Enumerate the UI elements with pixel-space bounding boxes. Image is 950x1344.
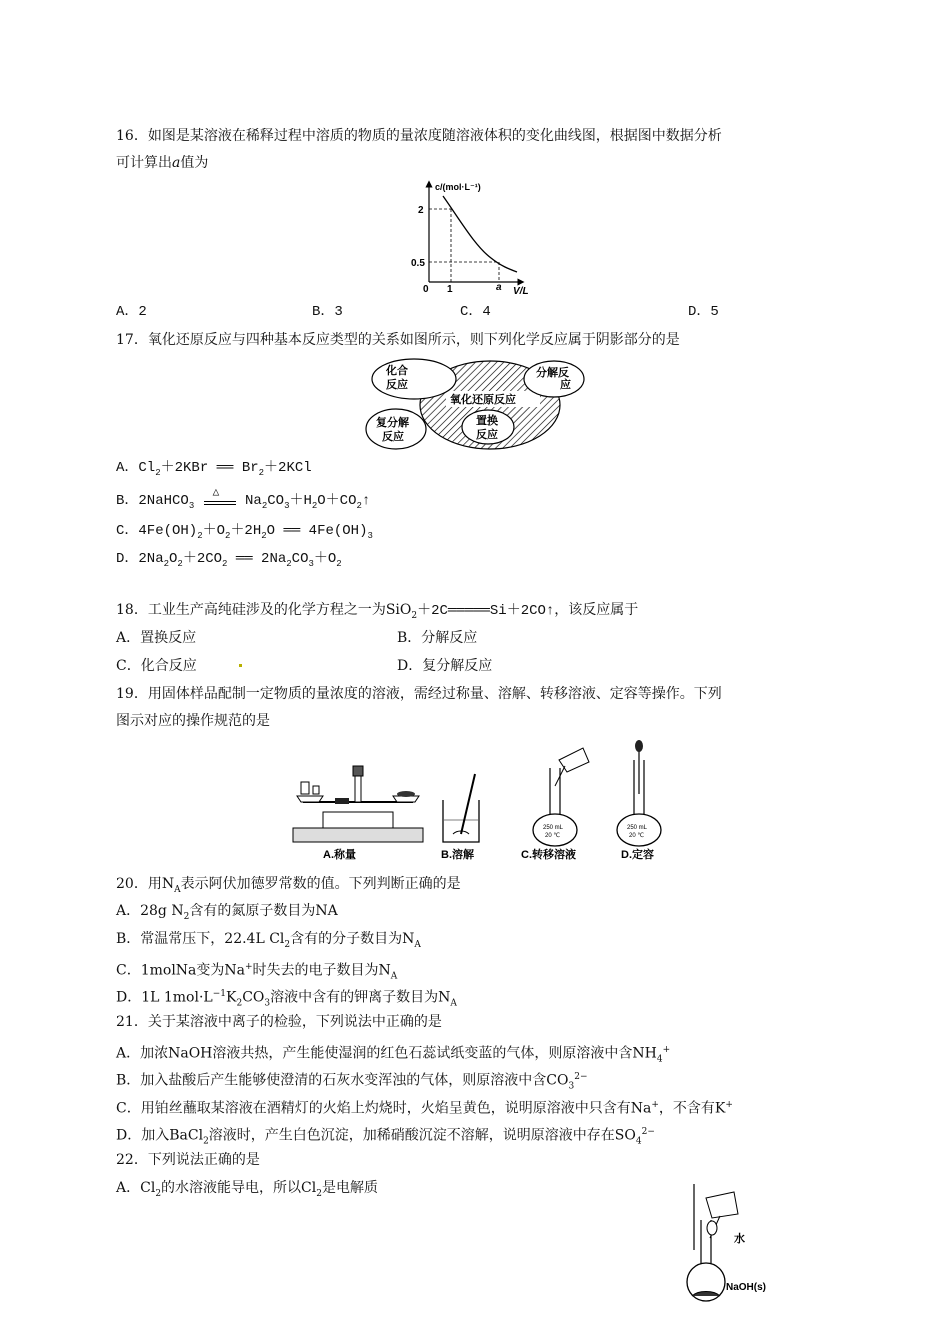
- q20-option-d[interactable]: D．1L $1mol\cdot L^{-1}K_2CO_3$溶液中含有的钾离子数目为$N_A$: [116, 989, 457, 1009]
- q17-combination-label-2: 反应: [386, 379, 408, 391]
- q17-option-d[interactable]: D．$2Na_2O_2+2CO_2$ ══ $2Na_2CO_3+O_2$: [116, 551, 342, 569]
- q18-option-d[interactable]: D．复分解反应: [397, 658, 493, 674]
- q17-double-displacement-label-1: 复分解: [376, 417, 409, 429]
- q16-stem-text-end: 值为: [180, 155, 209, 171]
- svg-text:20 ℃: 20 ℃: [629, 833, 645, 839]
- q16-option-d[interactable]: D．5: [688, 304, 719, 320]
- q16-tick-y-05: 0.5: [411, 258, 425, 269]
- svg-text:250 mL: 250 mL: [543, 825, 564, 831]
- q17-heat-condition: △: [203, 491, 237, 511]
- q18-stem: 18．工业生产高纯硅涉及的化学方程之一为SiO$_2$＋2C═════Si＋2CO↑，该反应属于: [116, 602, 639, 621]
- q16-variable-a: a: [172, 155, 181, 171]
- q21-option-c[interactable]: C．用铂丝蘸取某溶液在酒精灯的火焰上灼烧时，火焰呈黄色，说明原溶液中只含有Na+，不含有K+: [116, 1100, 733, 1117]
- q16-tick-x-1: 1: [447, 284, 453, 295]
- q17-option-b[interactable]: B．2NaHCO$_3$ △ $Na_2CO_3+H_2O+CO_2↑$: [116, 487, 371, 511]
- q18-option-a[interactable]: A．置换反应: [116, 630, 197, 646]
- q17-option-c[interactable]: C．$4Fe(OH)_2+O_2+2H_2O$ ══ $4Fe(OH)_3$: [116, 523, 373, 541]
- q22-naoh-label: NaOH(s): [726, 1282, 767, 1293]
- q19-volumetric-flask-icon: [617, 740, 661, 846]
- q21-option-d[interactable]: D．加入BaCl$_2$溶液时，产生白色沉淀，加稀硝酸沉淀不溶解，说明原溶液中存在$SO_4^{2-}$: [116, 1127, 655, 1147]
- q18-option-b[interactable]: B．分解反应: [397, 630, 478, 646]
- q20-option-b[interactable]: B．常温常压下，22.4L $Cl_2$含有的分子数目为$N_A$: [116, 931, 421, 950]
- q16-tick-y-2: 2: [418, 205, 424, 216]
- q16-dilution-chart: [405, 178, 540, 296]
- q16-stem-text: 可计算出: [116, 155, 172, 171]
- q17-displacement-label-1: 置换: [476, 415, 498, 427]
- q17-double-displacement-label-2: 反应: [382, 431, 404, 443]
- q19-stem-line1: 19．用固体样品配制一定物质的量浓度的溶液，需经过称量、溶解、转移溶液、定容等操作。下列: [116, 686, 722, 702]
- q19-balance-icon: [293, 766, 423, 842]
- q22-option-a[interactable]: A．$Cl_2$的水溶液能导电，所以$Cl_2$是电解质: [116, 1180, 378, 1199]
- q22-stem: 22．下列说法正确的是: [116, 1152, 260, 1168]
- q19-operations-figure: [283, 738, 673, 868]
- q19-label-d: D.定容: [621, 849, 654, 861]
- q17-stem: 17．氧化还原反应与四种基本反应类型的关系如图所示，则下列化学反应属于阴影部分的是: [116, 332, 680, 348]
- q19-label-c: C.转移溶液: [521, 849, 576, 861]
- q21-option-b[interactable]: B．加入盐酸后产生能够使澄清的石灰水变浑浊的气体，则原溶液中含$CO_3^{2-}$: [116, 1072, 588, 1092]
- q16-option-c[interactable]: C．4: [460, 304, 491, 320]
- q16-option-a[interactable]: A．2: [116, 304, 147, 320]
- q19-transfer-flask-icon: [533, 748, 589, 846]
- q16-option-b[interactable]: B．3: [312, 304, 343, 320]
- q20-option-c[interactable]: C．1molNa变为Na+时失去的电子数目为$N_A$: [116, 962, 398, 982]
- q17-displacement-label-2: 反应: [476, 429, 498, 441]
- q21-stem: 21．关于某溶液中离子的检验，下列说法中正确的是: [116, 1014, 442, 1030]
- q17-double-displacement-ellipse: [366, 409, 426, 449]
- q16-stem-line2: [116, 153, 208, 173]
- q22-dissolution-figure: [670, 1180, 790, 1306]
- q16-x-label: V/L: [513, 286, 529, 296]
- svg-text:20 ℃: 20 ℃: [545, 833, 561, 839]
- q17-decomposition-label-2: 应: [560, 379, 571, 391]
- q19-label-b: B.溶解: [441, 849, 474, 861]
- q22-water-label: 水: [734, 1233, 745, 1245]
- q16-y-label: c/(mol·L⁻¹): [435, 182, 481, 192]
- q20-option-a[interactable]: A．28g $N_2$含有的氮原子数目为NA: [116, 903, 338, 922]
- q20-stem: 20．用$N_A$表示阿伏加德罗常数的值。下列判断正确的是: [116, 876, 461, 895]
- q17-reaction-diagram: [362, 355, 594, 455]
- q17-option-a[interactable]: A．$Cl_2+2KBr$ ══ $Br_2+2KCl$: [116, 460, 312, 478]
- q17-combination-ellipse: [372, 359, 456, 399]
- q19-beaker-icon: [443, 774, 479, 842]
- q21-option-a[interactable]: A．加浓NaOH溶液共热，产生能使湿润的红色石蕊试纸变蓝的气体，则原溶液中含$NH_4^+$: [116, 1045, 671, 1065]
- stray-dot: [239, 664, 242, 667]
- q17-combination-label-1: 化合: [386, 365, 408, 377]
- q16-curve: [443, 196, 517, 272]
- q16-tick-x-a: a: [496, 282, 502, 293]
- q17-redox-label: 氧化还原反应: [450, 394, 516, 406]
- q16-tick-origin: 0: [423, 284, 429, 295]
- q19-stem-line2: 图示对应的操作规范的是: [116, 713, 270, 729]
- q18-option-c[interactable]: C．化合反应: [116, 658, 197, 674]
- q17-decomposition-label-1: 分解反: [536, 367, 569, 379]
- q19-label-a: A.称量: [323, 849, 356, 861]
- q16-stem-line1: 16．如图是某溶液在稀释过程中溶质的物质的量浓度随溶液体积的变化曲线图，根据图中数据分析: [116, 128, 722, 144]
- svg-text:250 mL: 250 mL: [627, 825, 648, 831]
